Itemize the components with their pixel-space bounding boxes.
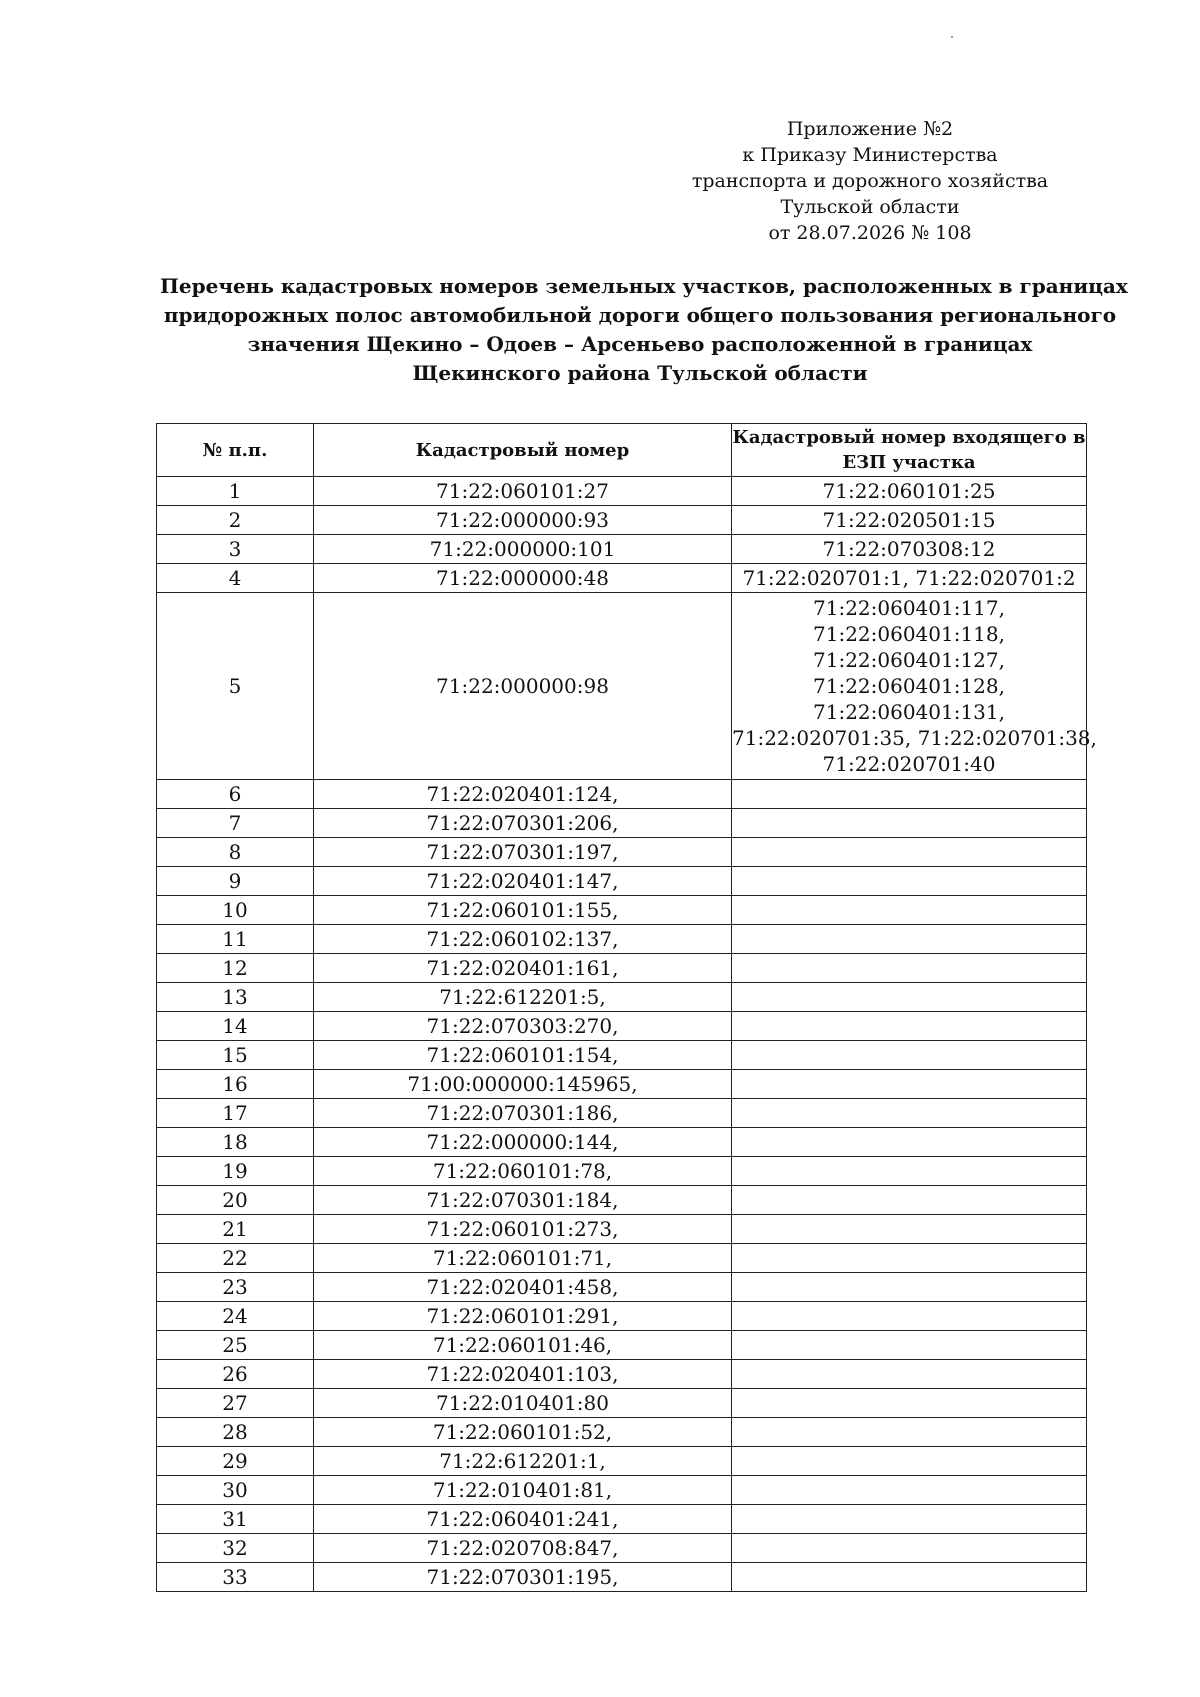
row-number: 23 [222,1275,248,1299]
row-number-cell [157,1534,314,1563]
table-row [157,983,1087,1012]
table-row [157,809,1087,838]
ezp-number: 71:22:060401:117, [813,596,1005,620]
cadastral-number: 71:22:612201:5, [439,985,606,1009]
row-number: 25 [222,1333,248,1357]
table-row [157,1302,1087,1331]
row-number: 16 [222,1072,248,1096]
appendix-header [660,116,1080,246]
table-row [157,506,1087,535]
cadastral-number-cell [314,925,732,954]
row-number-cell [157,1244,314,1273]
header-number: № п.п. [157,424,314,477]
row-number: 17 [222,1101,248,1125]
cadastral-number-cell [314,1360,732,1389]
cadastral-number: 71:22:060101:46, [432,1333,613,1357]
ezp-number-cell [732,1157,1087,1186]
table-row [157,1447,1087,1476]
row-number: 5 [228,674,242,698]
cadastral-number: 71:22:000000:101 [429,537,616,561]
ezp-number: 71:22:020501:15 [822,508,996,532]
row-number: 11 [222,927,248,951]
ezp-number-cell [732,925,1087,954]
row-number-cell [157,506,314,535]
ezp-number-cell [732,1476,1087,1505]
cadastral-number-cell [314,838,732,867]
ezp-number-cell [732,1012,1087,1041]
ezp-number: 71:22:060401:128, [813,674,1005,698]
ezp-number-cell [732,1331,1087,1360]
ezp-number-cell [732,593,1097,780]
table-row [157,1215,1087,1244]
table-row [157,896,1087,925]
row-number-cell [157,1157,314,1186]
cadastral-number-cell [314,564,732,593]
table-header-row [157,424,1087,477]
table-row [157,1186,1087,1215]
table-row [157,477,1087,506]
row-number-cell [157,838,314,867]
title-line: значения Щекино – Одоев – Арсеньево расположенной в границах [247,332,1033,356]
title-line: Перечень кадастровых номеров земельных участков, расположенных в границах [160,274,1128,298]
row-number: 1 [228,479,242,503]
cadastral-number-cell [314,593,732,780]
ezp-number-cell [732,809,1087,838]
row-number-cell [157,477,314,506]
ezp-number: 71:22:020701:1, 71:22:020701:2 [742,566,1076,590]
row-number: 9 [228,869,242,893]
row-number-cell [157,1012,314,1041]
table-row [157,1563,1087,1592]
cadastral-number: 71:22:060101:273, [426,1217,619,1241]
cadastral-number: 71:22:070301:197, [426,840,619,864]
table-body [157,477,1097,1592]
document-title [160,272,1128,388]
cadastral-number-cell [314,809,732,838]
table-row [157,1476,1087,1505]
table-row [157,1273,1087,1302]
cadastral-number-cell [314,896,732,925]
row-number-cell [157,1128,314,1157]
row-number-cell [157,593,314,780]
cadastral-table [156,423,1097,1592]
table-row [157,1070,1087,1099]
row-number-cell [157,1070,314,1099]
ezp-number: 71:22:070308:12 [822,537,996,561]
row-number: 31 [222,1507,248,1531]
cadastral-number-cell [314,1331,732,1360]
table-row [157,1128,1087,1157]
row-number-cell [157,1331,314,1360]
table-row [157,1418,1087,1447]
row-number: 18 [222,1130,248,1154]
header-cadastral-number: Кадастровый номер [314,424,732,477]
table-row [157,535,1087,564]
cadastral-number: 71:22:060102:137, [426,927,619,951]
cadastral-number: 71:22:020401:458, [426,1275,619,1299]
ezp-number: 71:22:060401:131, [813,700,1005,724]
cadastral-number: 71:22:020401:124, [426,782,619,806]
table-row [157,1389,1087,1418]
row-number-cell [157,1302,314,1331]
cadastral-number: 71:22:020708:847, [426,1536,619,1560]
row-number: 10 [222,898,248,922]
table-row [157,593,1087,780]
cadastral-number-cell [314,1244,732,1273]
ezp-number-cell [732,1041,1087,1070]
cadastral-number-cell [314,1041,732,1070]
row-number: 2 [228,508,242,532]
row-number: 4 [228,566,242,590]
ezp-number: 71:22:060101:25 [822,479,996,503]
cadastral-number: 71:22:000000:93 [436,508,609,532]
cadastral-number: 71:22:070301:195, [426,1565,619,1589]
cadastral-number: 71:22:060101:71, [432,1246,613,1270]
appendix-line: к Приказу Министерства [742,144,998,166]
cadastral-number: 71:22:060101:154, [426,1043,619,1067]
ezp-number-cell [732,896,1087,925]
row-number-cell [157,1041,314,1070]
ezp-number-cell [732,780,1087,809]
row-number-cell [157,1099,314,1128]
row-number-cell [157,1476,314,1505]
row-number-cell [157,1447,314,1476]
appendix-line: Тульской области [780,196,960,218]
row-number-cell [157,896,314,925]
cadastral-number-cell [314,477,732,506]
cadastral-number: 71:22:000000:144, [426,1130,619,1154]
cadastral-number-cell [314,1534,732,1563]
cadastral-number: 71:22:612201:1, [439,1449,606,1473]
table-row [157,925,1087,954]
ezp-number: 71:22:060401:127, [813,648,1005,672]
row-number: 15 [222,1043,248,1067]
cadastral-number-cell [314,1273,732,1302]
ezp-number-cell [732,1563,1087,1592]
row-number-cell [157,983,314,1012]
row-number: 27 [222,1391,248,1415]
cadastral-number: 71:22:060101:52, [432,1420,613,1444]
row-number-cell [157,1186,314,1215]
cadastral-number: 71:22:060101:155, [426,898,619,922]
cadastral-number-cell [314,1476,732,1505]
title-line: Щекинского района Тульской области [412,361,868,385]
cadastral-number: 71:22:070301:184, [426,1188,619,1212]
row-number-cell [157,1563,314,1592]
cadastral-number: 71:22:000000:48 [436,566,609,590]
row-number-cell [157,954,314,983]
cadastral-number: 71:22:010401:81, [432,1478,613,1502]
ezp-number-cell [732,1244,1087,1273]
row-number-cell [157,1273,314,1302]
cadastral-number: 71:22:060401:241, [426,1507,619,1531]
table-row [157,1331,1087,1360]
cadastral-number-cell [314,1157,732,1186]
appendix-line: Приложение №2 [786,118,954,140]
appendix-date-line: от 28.07.2026 № 108 [768,222,972,244]
row-number: 21 [222,1217,248,1241]
row-number: 14 [222,1014,248,1038]
cadastral-number: 71:22:000000:98 [436,674,609,698]
ezp-number-cell [732,1360,1087,1389]
ezp-number-cell [732,1215,1087,1244]
row-number-cell [157,535,314,564]
row-number: 3 [228,537,242,561]
row-number: 24 [222,1304,248,1328]
cadastral-number-cell [314,780,732,809]
table-row [157,1157,1087,1186]
row-number-cell [157,1418,314,1447]
cadastral-number-cell [314,1070,732,1099]
row-number-cell [157,1215,314,1244]
cadastral-number-cell [314,954,732,983]
cadastral-number-cell [314,1099,732,1128]
table-row [157,564,1087,593]
cadastral-number-cell [314,1505,732,1534]
cadastral-number-cell [314,1012,732,1041]
cadastral-number: 71:22:060101:78, [432,1159,613,1183]
row-number: 13 [222,985,248,1009]
cadastral-number-cell [314,506,732,535]
cadastral-number-cell [314,1128,732,1157]
row-number: 30 [222,1478,248,1502]
row-number: 20 [222,1188,248,1212]
cadastral-number-cell [314,1447,732,1476]
ezp-number: 71:22:020701:35, 71:22:020701:38, [732,726,1097,750]
cadastral-number-cell [314,1215,732,1244]
cadastral-number: 71:22:070301:206, [426,811,619,835]
row-number-cell [157,780,314,809]
row-number: 22 [222,1246,248,1270]
ezp-number-cell [732,477,1087,506]
row-number-cell [157,1360,314,1389]
ezp-number-cell [732,1128,1087,1157]
cadastral-number: 71:22:060101:291, [426,1304,619,1328]
ezp-number-cell [732,1070,1087,1099]
table-row [157,954,1087,983]
ezp-number-cell [732,1099,1087,1128]
ezp-number-cell [732,1273,1087,1302]
row-number: 26 [222,1362,248,1386]
ezp-number-cell [732,838,1087,867]
row-number-cell [157,564,314,593]
cadastral-number: 71:22:020401:147, [426,869,619,893]
cadastral-number-cell [314,1389,732,1418]
cadastral-number: 71:22:070301:186, [426,1101,619,1125]
row-number: 32 [222,1536,248,1560]
row-number-cell [157,925,314,954]
table-row [157,867,1087,896]
table-row [157,1012,1087,1041]
appendix-line: транспорта и дорожного хозяйства [691,170,1049,192]
ezp-number-cell [732,1534,1087,1563]
ezp-number-cell [732,983,1087,1012]
cadastral-number-cell [314,867,732,896]
row-number: 6 [228,782,242,806]
ezp-number-cell [732,535,1087,564]
cadastral-number: 71:22:070303:270, [426,1014,619,1038]
ezp-number-cell [732,506,1087,535]
ezp-number-cell [732,1505,1087,1534]
ezp-number: 71:22:060401:118, [813,622,1005,646]
row-number-cell [157,1389,314,1418]
ezp-number-cell [732,564,1087,593]
cadastral-number-cell [314,1418,732,1447]
table-row [157,1041,1087,1070]
title-line: придорожных полос автомобильной дороги общего пользования регионального [163,303,1117,327]
table-row [157,780,1087,809]
cadastral-number-cell [314,1563,732,1592]
row-number: 8 [228,840,242,864]
ezp-number: 71:22:020701:40 [822,752,996,776]
scan-speck [951,36,953,38]
cadastral-number-cell [314,535,732,564]
table-row [157,1505,1087,1534]
table-row [157,1244,1087,1273]
cadastral-number: 71:22:020401:103, [426,1362,619,1386]
table-row [157,1360,1087,1389]
cadastral-number: 71:00:000000:145965, [407,1072,638,1096]
row-number: 12 [222,956,248,980]
cadastral-number-cell [314,1186,732,1215]
table-row [157,1534,1087,1563]
ezp-number-cell [732,1302,1087,1331]
cadastral-number-cell [314,1302,732,1331]
cadastral-number: 71:22:060101:27 [436,479,609,503]
row-number-cell [157,809,314,838]
ezp-number-cell [732,867,1087,896]
row-number: 7 [228,811,242,835]
ezp-number-cell [732,954,1087,983]
ezp-number-cell [732,1418,1087,1447]
table-row [157,838,1087,867]
row-number-cell [157,867,314,896]
row-number: 29 [222,1449,248,1473]
cadastral-number-cell [314,983,732,1012]
table-row [157,1099,1087,1128]
row-number: 19 [222,1159,248,1183]
ezp-number-cell [732,1186,1087,1215]
row-number: 33 [222,1565,248,1589]
ezp-number-cell [732,1389,1087,1418]
row-number-cell [157,1505,314,1534]
row-number: 28 [222,1420,248,1444]
header-ezp-number: Кадастровый номер входящего в ЕЗП участка [732,424,1087,477]
cadastral-number: 71:22:010401:80 [436,1391,609,1415]
ezp-number-cell [732,1447,1087,1476]
cadastral-number: 71:22:020401:161, [426,956,619,980]
